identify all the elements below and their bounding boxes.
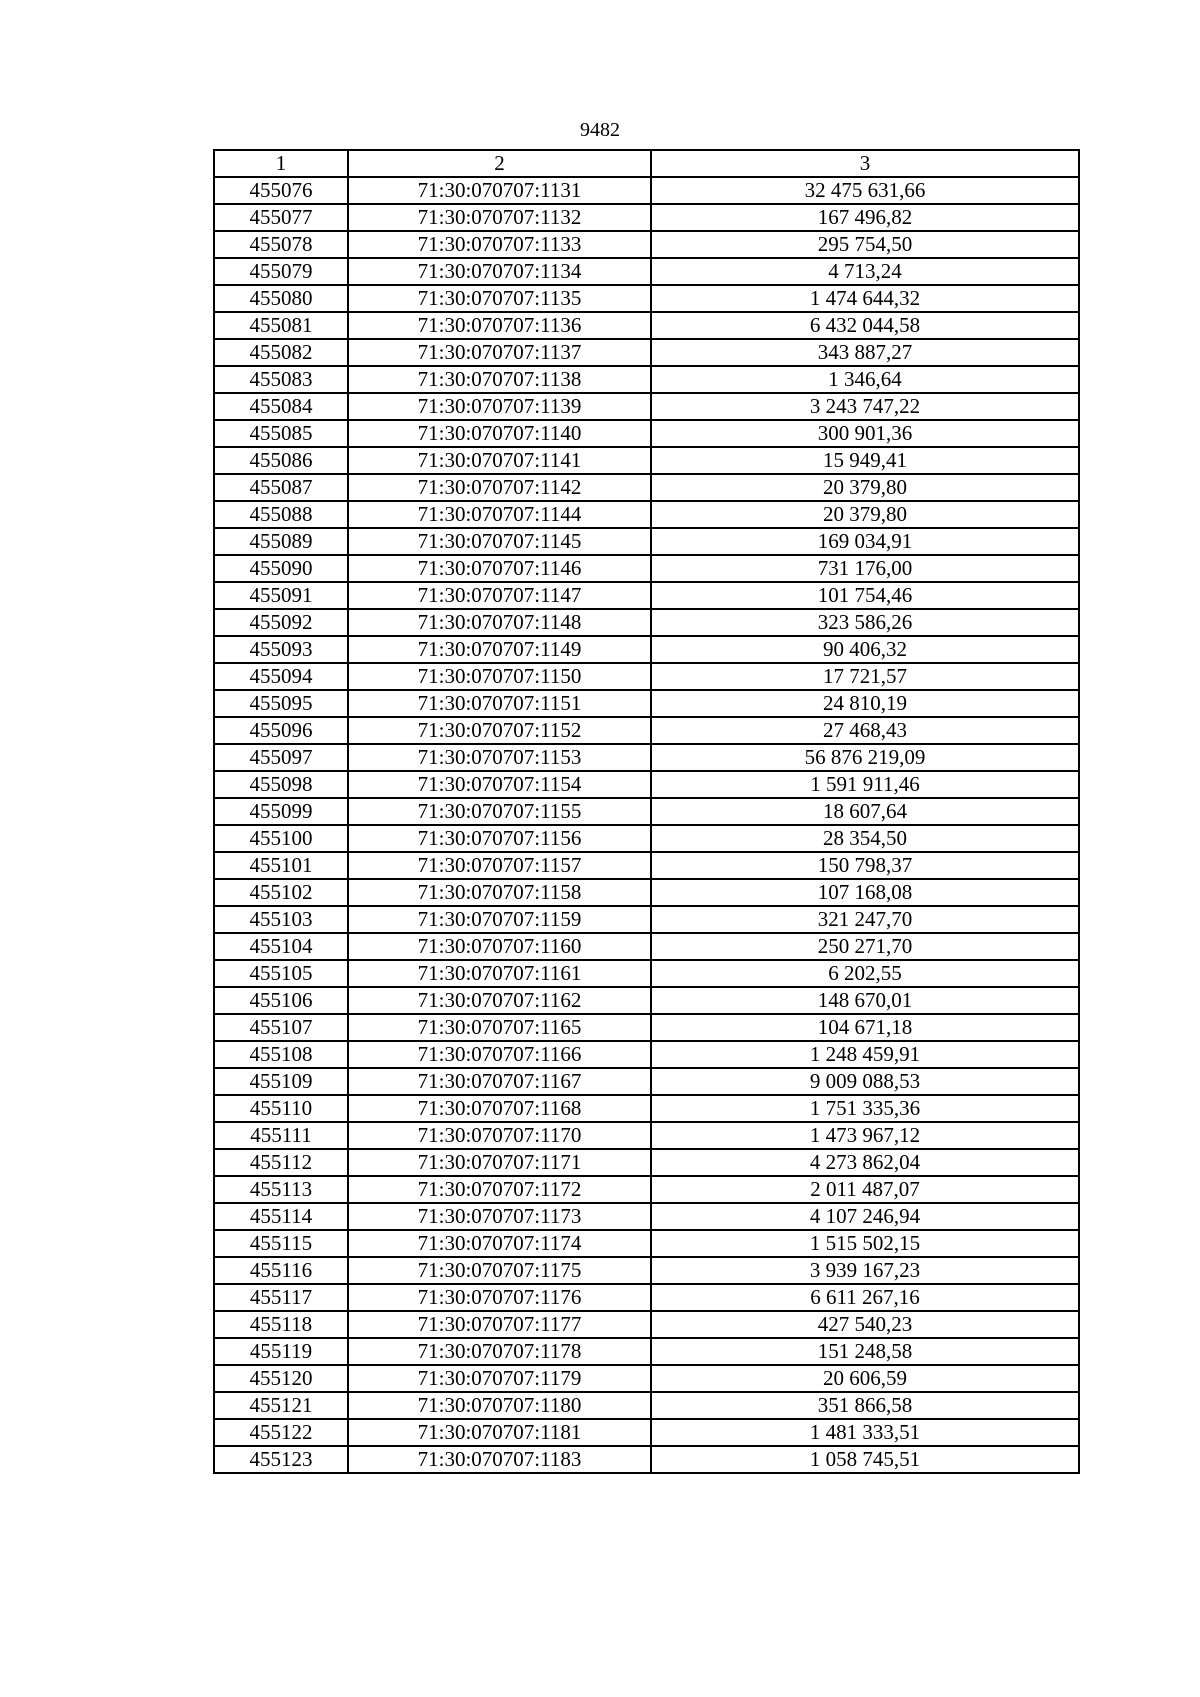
cadastral-number-cell: 71:30:070707:1139: [348, 393, 651, 420]
cadastral-value-cell: 27 468,43: [651, 717, 1079, 744]
cadastral-value-cell: 2 011 487,07: [651, 1176, 1079, 1203]
row-number-cell: 455106: [214, 987, 348, 1014]
cadastral-number-cell: 71:30:070707:1162: [348, 987, 651, 1014]
cadastral-number-cell: 71:30:070707:1146: [348, 555, 651, 582]
cadastral-value-cell: 90 406,32: [651, 636, 1079, 663]
data-table: [213, 149, 1080, 1474]
row-number-cell: 455110: [214, 1095, 348, 1122]
row-number-cell: 455096: [214, 717, 348, 744]
table-row: [214, 1203, 1079, 1230]
cadastral-number-cell: 71:30:070707:1144: [348, 501, 651, 528]
cadastral-number-cell: 71:30:070707:1141: [348, 447, 651, 474]
cadastral-number-cell: 71:30:070707:1156: [348, 825, 651, 852]
table-row: [214, 906, 1079, 933]
cadastral-number-cell: 71:30:070707:1171: [348, 1149, 651, 1176]
row-number-cell: 455123: [214, 1446, 348, 1473]
cadastral-value-cell: 323 586,26: [651, 609, 1079, 636]
cadastral-value-cell: 17 721,57: [651, 663, 1079, 690]
table-row: [214, 1095, 1079, 1122]
table-body: [214, 177, 1079, 1473]
row-number-cell: 455121: [214, 1392, 348, 1419]
table-row: [214, 393, 1079, 420]
row-number-cell: 455120: [214, 1365, 348, 1392]
cadastral-number-cell: 71:30:070707:1178: [348, 1338, 651, 1365]
cadastral-number-cell: 71:30:070707:1153: [348, 744, 651, 771]
cadastral-value-cell: 731 176,00: [651, 555, 1079, 582]
row-number-cell: 455076: [214, 177, 348, 204]
cadastral-number-cell: 71:30:070707:1152: [348, 717, 651, 744]
cadastral-number-cell: 71:30:070707:1150: [348, 663, 651, 690]
cadastral-number-cell: 71:30:070707:1160: [348, 933, 651, 960]
cadastral-number-cell: 71:30:070707:1176: [348, 1284, 651, 1311]
table-header-row: [214, 150, 1079, 177]
row-number-cell: 455101: [214, 852, 348, 879]
cadastral-number-cell: 71:30:070707:1142: [348, 474, 651, 501]
row-number-cell: 455078: [214, 231, 348, 258]
cadastral-value-cell: 32 475 631,66: [651, 177, 1079, 204]
cadastral-number-cell: 71:30:070707:1137: [348, 339, 651, 366]
row-number-cell: 455087: [214, 474, 348, 501]
cadastral-number-cell: 71:30:070707:1138: [348, 366, 651, 393]
cadastral-number-cell: 71:30:070707:1135: [348, 285, 651, 312]
cadastral-value-cell: 1 346,64: [651, 366, 1079, 393]
row-number-cell: 455089: [214, 528, 348, 555]
cadastral-number-cell: 71:30:070707:1183: [348, 1446, 651, 1473]
cadastral-value-cell: 4 273 862,04: [651, 1149, 1079, 1176]
cadastral-value-cell: 321 247,70: [651, 906, 1079, 933]
row-number-cell: 455115: [214, 1230, 348, 1257]
row-number-cell: 455085: [214, 420, 348, 447]
row-number-cell: 455083: [214, 366, 348, 393]
cadastral-number-cell: 71:30:070707:1136: [348, 312, 651, 339]
row-number-cell: 455107: [214, 1014, 348, 1041]
cadastral-number-cell: 71:30:070707:1140: [348, 420, 651, 447]
table-row: [214, 1446, 1079, 1473]
cadastral-value-cell: 427 540,23: [651, 1311, 1079, 1338]
row-number-cell: 455077: [214, 204, 348, 231]
cadastral-number-cell: 71:30:070707:1170: [348, 1122, 651, 1149]
cadastral-value-cell: 20 379,80: [651, 474, 1079, 501]
cadastral-value-cell: 169 034,91: [651, 528, 1079, 555]
row-number-cell: 455097: [214, 744, 348, 771]
cadastral-number-cell: 71:30:070707:1179: [348, 1365, 651, 1392]
cadastral-number-cell: 71:30:070707:1148: [348, 609, 651, 636]
cadastral-value-cell: 20 606,59: [651, 1365, 1079, 1392]
table-row: [214, 960, 1079, 987]
row-number-cell: 455104: [214, 933, 348, 960]
row-number-cell: 455118: [214, 1311, 348, 1338]
cadastral-number-cell: 71:30:070707:1159: [348, 906, 651, 933]
table-row: [214, 1257, 1079, 1284]
cadastral-value-cell: 56 876 219,09: [651, 744, 1079, 771]
table-row: [214, 285, 1079, 312]
cadastral-number-cell: 71:30:070707:1181: [348, 1419, 651, 1446]
cadastral-value-cell: 6 611 267,16: [651, 1284, 1079, 1311]
cadastral-number-cell: 71:30:070707:1158: [348, 879, 651, 906]
row-number-cell: 455122: [214, 1419, 348, 1446]
row-number-cell: 455111: [214, 1122, 348, 1149]
table-row: [214, 258, 1079, 285]
table-row: [214, 933, 1079, 960]
cadastral-number-cell: 71:30:070707:1133: [348, 231, 651, 258]
cadastral-value-cell: 20 379,80: [651, 501, 1079, 528]
row-number-cell: 455086: [214, 447, 348, 474]
row-number-cell: 455095: [214, 690, 348, 717]
cadastral-number-cell: 71:30:070707:1175: [348, 1257, 651, 1284]
cadastral-value-cell: 9 009 088,53: [651, 1068, 1079, 1095]
cadastral-number-cell: 71:30:070707:1168: [348, 1095, 651, 1122]
row-number-cell: 455090: [214, 555, 348, 582]
cadastral-value-cell: 1 591 911,46: [651, 771, 1079, 798]
table-row: [214, 1338, 1079, 1365]
row-number-cell: 455088: [214, 501, 348, 528]
table-row: [214, 582, 1079, 609]
table-row: [214, 555, 1079, 582]
cadastral-value-cell: 6 202,55: [651, 960, 1079, 987]
table-row: [214, 420, 1079, 447]
table-row: [214, 231, 1079, 258]
cadastral-value-cell: 295 754,50: [651, 231, 1079, 258]
row-number-cell: 455094: [214, 663, 348, 690]
table-row: [214, 1176, 1079, 1203]
cadastral-value-cell: 150 798,37: [651, 852, 1079, 879]
row-number-cell: 455082: [214, 339, 348, 366]
cadastral-value-cell: 1 515 502,15: [651, 1230, 1079, 1257]
cadastral-value-cell: 351 866,58: [651, 1392, 1079, 1419]
row-number-cell: 455116: [214, 1257, 348, 1284]
cadastral-value-cell: 101 754,46: [651, 582, 1079, 609]
table-row: [214, 312, 1079, 339]
table-row: [214, 447, 1079, 474]
row-number-cell: 455105: [214, 960, 348, 987]
cadastral-number-cell: 71:30:070707:1149: [348, 636, 651, 663]
row-number-cell: 455093: [214, 636, 348, 663]
table-row: [214, 1311, 1079, 1338]
table-row: [214, 852, 1079, 879]
column-header-3: 3: [651, 150, 1079, 177]
row-number-cell: 455092: [214, 609, 348, 636]
row-number-cell: 455084: [214, 393, 348, 420]
cadastral-value-cell: 250 271,70: [651, 933, 1079, 960]
table-row: [214, 339, 1079, 366]
cadastral-number-cell: 71:30:070707:1131: [348, 177, 651, 204]
cadastral-value-cell: 1 751 335,36: [651, 1095, 1079, 1122]
row-number-cell: 455108: [214, 1041, 348, 1068]
row-number-cell: 455112: [214, 1149, 348, 1176]
cadastral-value-cell: 1 058 745,51: [651, 1446, 1079, 1473]
table-row: [214, 1230, 1079, 1257]
row-number-cell: 455102: [214, 879, 348, 906]
table-row: [214, 528, 1079, 555]
cadastral-value-cell: 4 107 246,94: [651, 1203, 1079, 1230]
row-number-cell: 455114: [214, 1203, 348, 1230]
row-number-cell: 455109: [214, 1068, 348, 1095]
cadastral-value-cell: 1 474 644,32: [651, 285, 1079, 312]
page-number: 9482: [580, 119, 620, 141]
cadastral-number-cell: 71:30:070707:1180: [348, 1392, 651, 1419]
cadastral-value-cell: 1 481 333,51: [651, 1419, 1079, 1446]
cadastral-value-cell: 24 810,19: [651, 690, 1079, 717]
cadastral-value-cell: 343 887,27: [651, 339, 1079, 366]
row-number-cell: 455100: [214, 825, 348, 852]
row-number-cell: 455119: [214, 1338, 348, 1365]
cadastral-value-cell: 3 243 747,22: [651, 393, 1079, 420]
table-row: [214, 798, 1079, 825]
cadastral-value-cell: 3 939 167,23: [651, 1257, 1079, 1284]
table-row: [214, 1068, 1079, 1095]
table-row: [214, 366, 1079, 393]
row-number-cell: 455113: [214, 1176, 348, 1203]
cadastral-number-cell: 71:30:070707:1174: [348, 1230, 651, 1257]
table-row: [214, 501, 1079, 528]
table-row: [214, 1014, 1079, 1041]
table-row: [214, 987, 1079, 1014]
cadastral-number-cell: 71:30:070707:1172: [348, 1176, 651, 1203]
cadastral-number-cell: 71:30:070707:1132: [348, 204, 651, 231]
cadastral-value-cell: 1 473 967,12: [651, 1122, 1079, 1149]
cadastral-value-cell: 151 248,58: [651, 1338, 1079, 1365]
table-row: [214, 474, 1079, 501]
cadastral-number-cell: 71:30:070707:1157: [348, 852, 651, 879]
cadastral-number-cell: 71:30:070707:1166: [348, 1041, 651, 1068]
table-row: [214, 1122, 1079, 1149]
row-number-cell: 455117: [214, 1284, 348, 1311]
cadastral-value-cell: 6 432 044,58: [651, 312, 1079, 339]
table-row: [214, 1041, 1079, 1068]
cadastral-value-cell: 28 354,50: [651, 825, 1079, 852]
table-row: [214, 744, 1079, 771]
table-row: [214, 825, 1079, 852]
table-row: [214, 1149, 1079, 1176]
cadastral-number-cell: 71:30:070707:1154: [348, 771, 651, 798]
table-row: [214, 1419, 1079, 1446]
table-row: [214, 1392, 1079, 1419]
cadastral-value-cell: 107 168,08: [651, 879, 1079, 906]
cadastral-number-cell: 71:30:070707:1147: [348, 582, 651, 609]
cadastral-value-cell: 1 248 459,91: [651, 1041, 1079, 1068]
row-number-cell: 455081: [214, 312, 348, 339]
data-table-container: [213, 149, 1080, 1474]
cadastral-value-cell: 104 671,18: [651, 1014, 1079, 1041]
row-number-cell: 455080: [214, 285, 348, 312]
cadastral-number-cell: 71:30:070707:1155: [348, 798, 651, 825]
cadastral-number-cell: 71:30:070707:1165: [348, 1014, 651, 1041]
row-number-cell: 455103: [214, 906, 348, 933]
cadastral-value-cell: 4 713,24: [651, 258, 1079, 285]
table-row: [214, 1365, 1079, 1392]
cadastral-number-cell: 71:30:070707:1173: [348, 1203, 651, 1230]
cadastral-value-cell: 148 670,01: [651, 987, 1079, 1014]
table-row: [214, 771, 1079, 798]
table-row: [214, 879, 1079, 906]
table-row: [214, 177, 1079, 204]
table-row: [214, 663, 1079, 690]
table-row: [214, 204, 1079, 231]
cadastral-value-cell: 18 607,64: [651, 798, 1079, 825]
table-row: [214, 636, 1079, 663]
column-header-1: 1: [214, 150, 348, 177]
cadastral-number-cell: 71:30:070707:1161: [348, 960, 651, 987]
table-row: [214, 1284, 1079, 1311]
cadastral-value-cell: 167 496,82: [651, 204, 1079, 231]
cadastral-number-cell: 71:30:070707:1145: [348, 528, 651, 555]
row-number-cell: 455098: [214, 771, 348, 798]
column-header-2: 2: [348, 150, 651, 177]
cadastral-number-cell: 71:30:070707:1177: [348, 1311, 651, 1338]
row-number-cell: 455099: [214, 798, 348, 825]
table-row: [214, 717, 1079, 744]
cadastral-number-cell: 71:30:070707:1151: [348, 690, 651, 717]
cadastral-value-cell: 15 949,41: [651, 447, 1079, 474]
row-number-cell: 455079: [214, 258, 348, 285]
table-row: [214, 690, 1079, 717]
cadastral-number-cell: 71:30:070707:1167: [348, 1068, 651, 1095]
cadastral-value-cell: 300 901,36: [651, 420, 1079, 447]
table-row: [214, 609, 1079, 636]
cadastral-number-cell: 71:30:070707:1134: [348, 258, 651, 285]
row-number-cell: 455091: [214, 582, 348, 609]
